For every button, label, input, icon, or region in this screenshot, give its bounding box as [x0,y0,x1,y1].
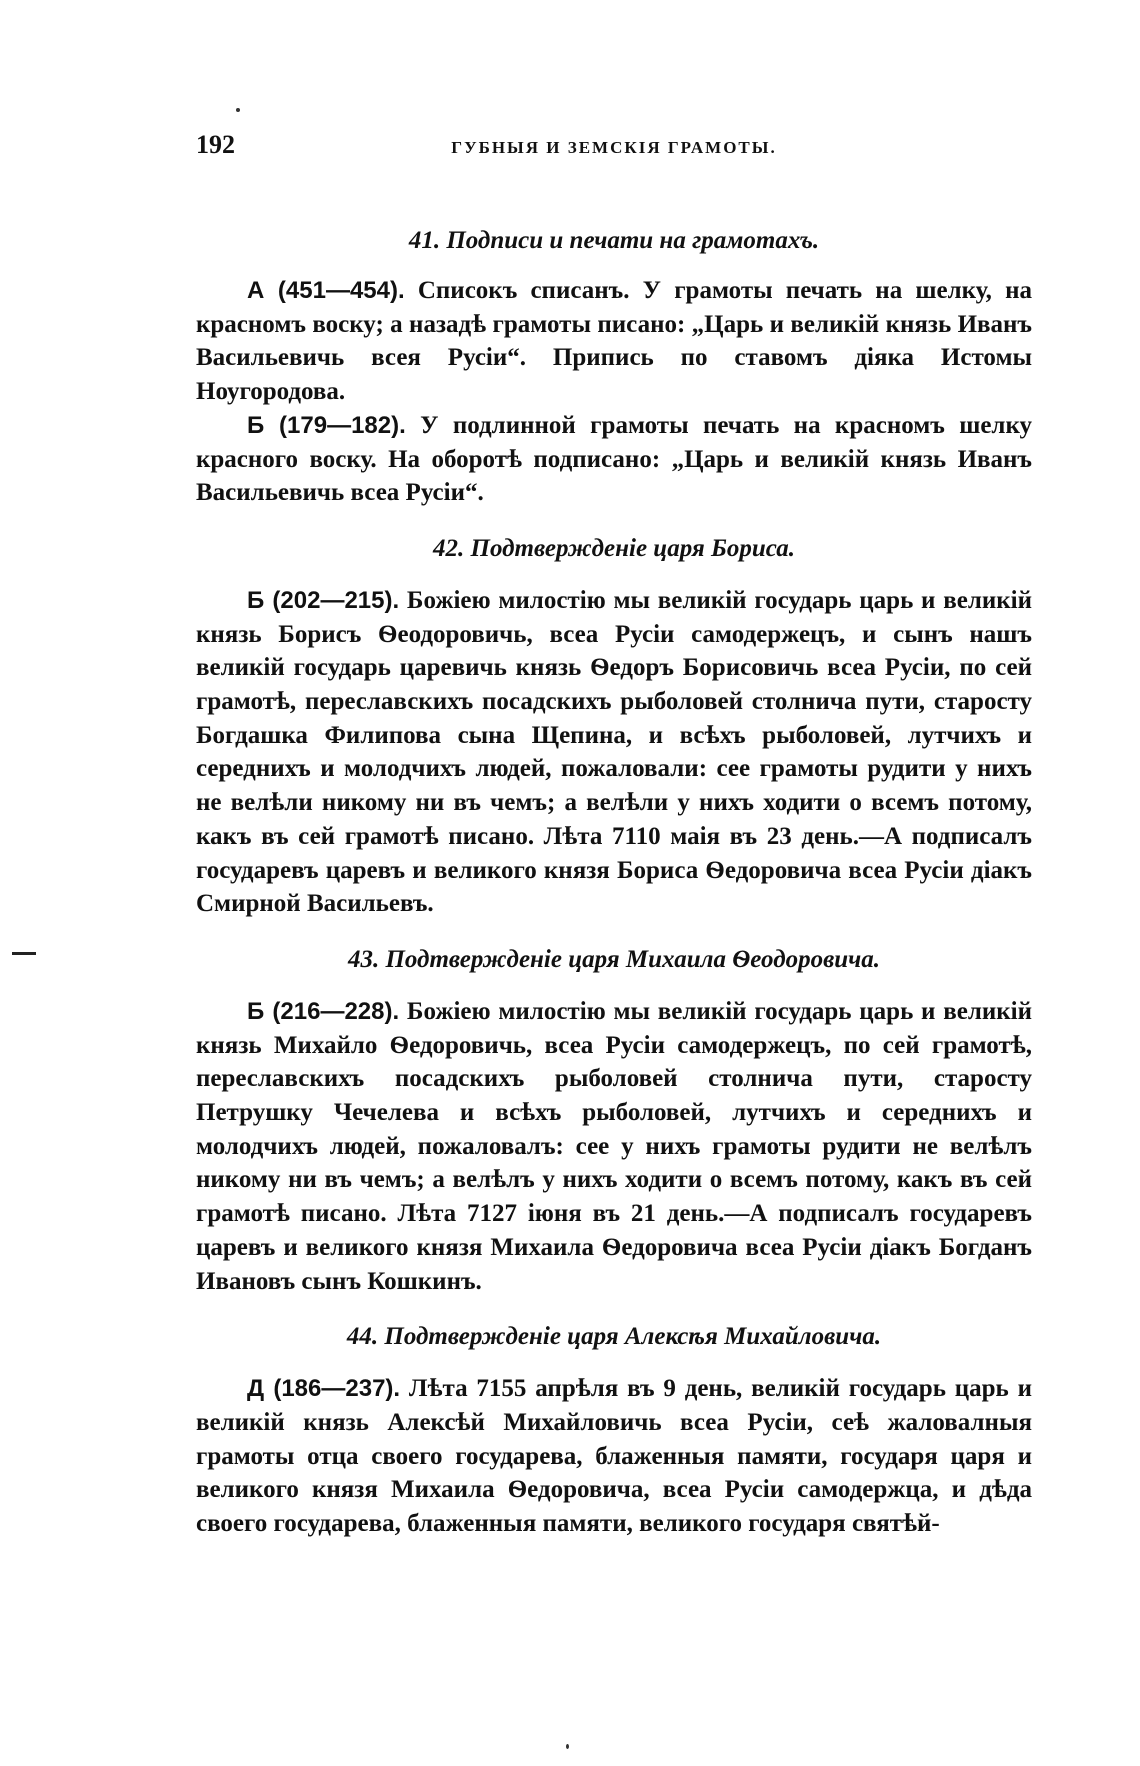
source-reference: Д (186—237). [247,1375,401,1403]
paragraph-text: У подлинной грамоты печать на красномъ шелку красного воску. На оборотѣ подписано: „Царь и великій князь Иванъ Васильевичь всеа Русіи“. [196,411,1033,507]
paragraph-text: Лѣта 7155 апрѣля въ 9 день, великій государь царь и великій князь Алексѣй Михайловичь всеа Русіи, сеѣ жаловалныя грамоты отца своего государева, блаженныя памяти, государя царя и великого князя Михаила Ѳедоровича, всеа Русіи самодержца, и дѣда своего государева, блаженныя памяти, великого государя святѣй- [196,1375,1032,1538]
margin-mark [12,952,36,955]
source-reference: Б (202—215). [247,586,400,614]
section-43-title: 43. Подтвержденіе царя Михаила Ѳеодоровича. [347,945,881,973]
running-title: ГУБНЫЯ И ЗЕМСКІЯ ГРАМОТЫ. [451,138,777,157]
section-44-title: 44. Подтвержденіе царя Алексѣя Михайловича. [346,1323,882,1351]
section-44-paragraph [196,1372,1032,1541]
source-reference: Б (179—182). [247,411,406,439]
source-reference: Б (216—228). [247,997,400,1025]
ink-speck [236,108,240,112]
paragraph-text: Божіею милостію мы великій государь царь и великій князь Борисъ Ѳеодоровичь, всеа Русіи самодержецъ, и сынъ нашъ великій государь царевичь князь Ѳедоръ Борисовичь всеа Русіи, по сей грамотѣ, переславскихъ посадскихъ рыболовей столнича пути, старосту Богдашка Филипова сына Щепина, и всѣхъ рыболовей, лутчихъ и середнихъ и молодчихъ людей, пожаловали: сее грамоты рудити у нихъ не велѣли никому ни въ чемъ; а велѣли у нихъ ходити о всемъ потому, какъ въ сей грамотѣ писано. Лѣта 7110 маія въ 23 день.—А подписалъ государевъ царевъ и великого князя Бориса Ѳедоровича всеа Русіи діакъ Смирной Васильевъ. [196,586,1033,918]
section-41-paragraph-b [196,409,1032,510]
page-header [196,130,1032,170]
section-43-paragraph [196,995,1032,1298]
paragraph-text: Божіею милостію мы великій государь царь и великій князь Михайло Ѳедоровичь, всеа Русіи самодержецъ, по сей грамотѣ, переславскихъ посадскихъ рыболовей столнича пути, старосту Петрушку Чечелева и всѣхъ рыболовей, лутчихъ и середнихъ и молодчихъ людей, пожаловалъ: сее у нихъ грамоты рудити не велѣлъ никому ни въ чемъ; а велѣлъ у нихъ ходити о всемъ потому, какъ въ сей грамотѣ писано. Лѣта 7127 іюня въ 21 день.—А подписалъ государевъ царевъ и великого князя Михаила Ѳедоровича всеа Русіи діакъ Богданъ Ивановъ сынъ Кошкинъ. [196,997,1033,1295]
ink-speck [566,1744,569,1749]
page-number: 192 [196,130,235,159]
section-41-title: 41. Подписи и печати на грамотахъ. [408,227,820,254]
paragraph-text: Списокъ списанъ. У грамоты печать на шелку, на красномъ воску; а назадѣ грамоты писано: „Царь и великій князь Иванъ Васильевичь всея Русіи“. Припись по ставомъ діяка Истомы Ноугородова. [196,277,1032,406]
section-42-title: 42. Подтвержденіе царя Бориса. [433,534,795,562]
text-column [196,222,1032,1541]
source-reference: А (451—454). [247,277,405,304]
section-42-paragraph [196,584,1032,921]
section-41-paragraph-a [196,274,1032,409]
